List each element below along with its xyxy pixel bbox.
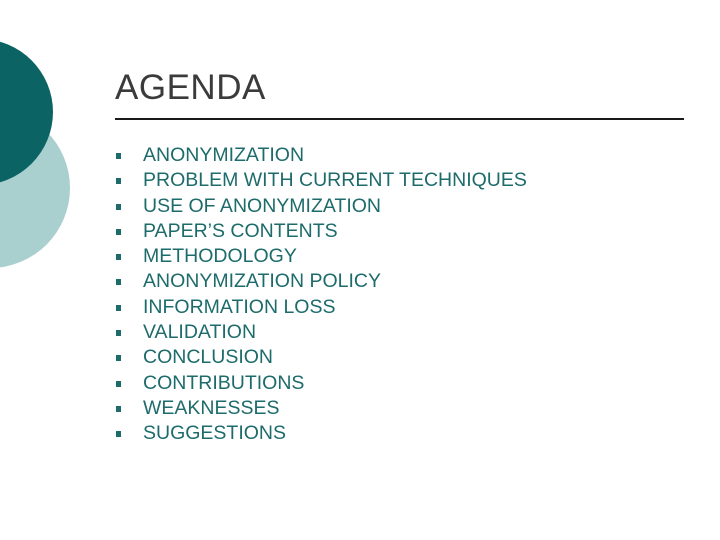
agenda-item-label: VALIDATION — [143, 321, 257, 344]
agenda-item — [112, 371, 527, 396]
agenda-item — [112, 143, 527, 168]
agenda-item — [112, 421, 527, 446]
agenda-item — [112, 244, 527, 269]
agenda-item-label: ANONYMIZATION POLICY — [143, 270, 381, 293]
square-bullet-icon — [116, 381, 121, 387]
agenda-item-label: INFORMATION LOSS — [143, 295, 336, 318]
square-bullet-icon — [116, 229, 121, 235]
agenda-item — [112, 168, 527, 193]
square-bullet-icon — [116, 330, 121, 336]
agenda-item-label: METHODOLOGY — [143, 245, 297, 268]
square-bullet-icon — [116, 431, 121, 437]
agenda-item-label: PROBLEM WITH CURRENT TECHNIQUES — [143, 169, 527, 192]
square-bullet-icon — [116, 204, 121, 210]
agenda-item — [112, 396, 527, 421]
agenda-item-label: USE OF ANONYMIZATION — [143, 194, 381, 217]
square-bullet-icon — [116, 305, 121, 311]
agenda-item-label: CONTRIBUTIONS — [143, 371, 305, 394]
agenda-item-label: SUGGESTIONS — [143, 422, 287, 445]
square-bullet-icon — [116, 178, 121, 184]
slide-title: AGENDA — [115, 68, 266, 107]
agenda-item-label: PAPER’S CONTENTS — [143, 219, 338, 242]
square-bullet-icon — [116, 254, 121, 260]
agenda-item — [112, 320, 527, 345]
square-bullet-icon — [116, 279, 121, 285]
square-bullet-icon — [116, 406, 121, 412]
agenda-item-label: WEAKNESSES — [143, 396, 280, 419]
agenda-item — [112, 269, 527, 294]
agenda-item — [112, 295, 527, 320]
square-bullet-icon — [116, 355, 121, 361]
agenda-item — [112, 345, 527, 370]
agenda-list — [112, 143, 527, 447]
agenda-item-label: CONCLUSION — [143, 346, 274, 369]
agenda-item — [112, 219, 527, 244]
square-bullet-icon — [116, 153, 121, 159]
agenda-item — [112, 194, 527, 219]
title-underline — [115, 118, 684, 120]
agenda-item-label: ANONYMIZATION — [143, 144, 305, 166]
